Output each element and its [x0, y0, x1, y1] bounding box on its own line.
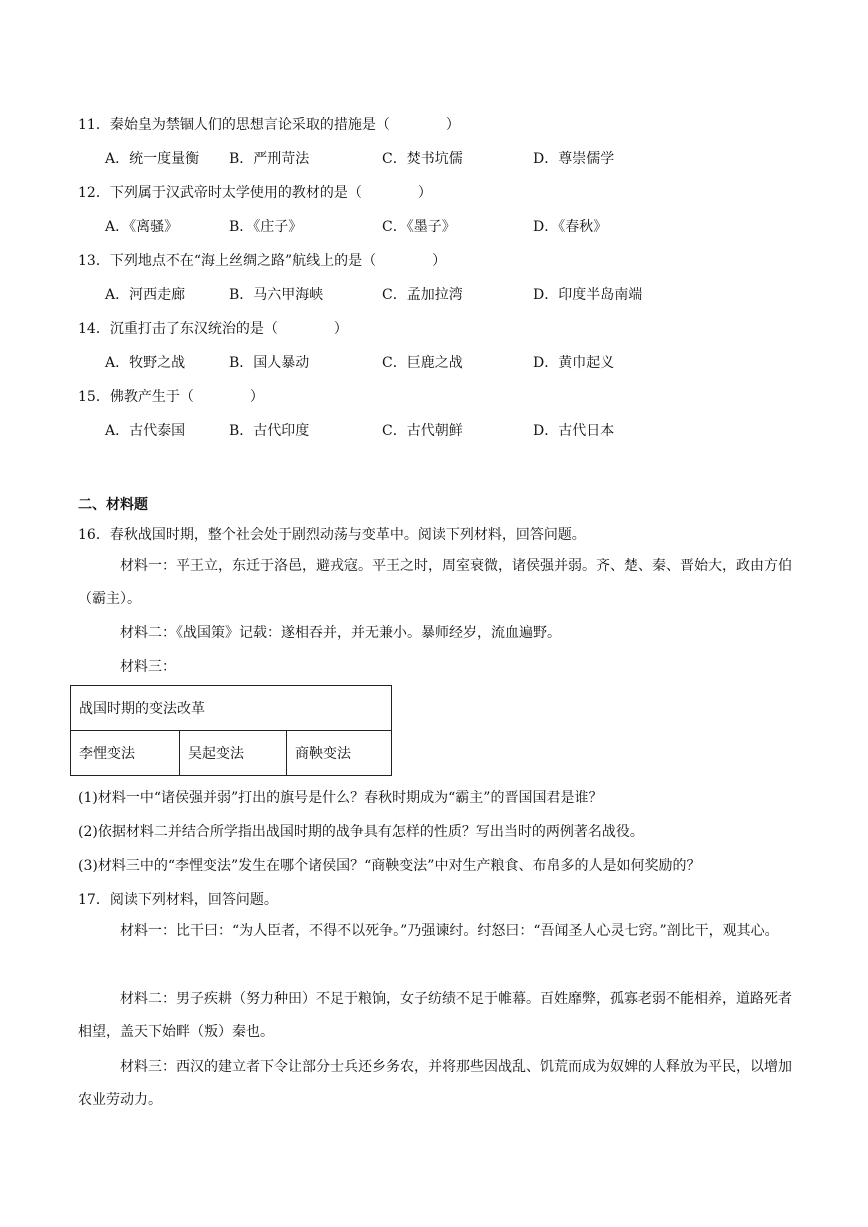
q16-material-1: [78, 550, 798, 616]
option-c: C．巨鹿之战: [382, 355, 463, 371]
option-d: D．尊崇儒学: [533, 151, 615, 167]
option-b: B．马六甲海峡: [229, 287, 324, 303]
question-17-stem: 17．阅读下列材料，回答问题。: [78, 892, 278, 908]
table-cell: 吴起变法: [180, 731, 287, 776]
option-c: C．《墨子》: [382, 219, 456, 235]
q16-material-1-text: 材料一：平王立，东迁于洛邑，避戎寇。平王之时，周室衰微，诸侯强并弱。齐、楚、秦、晋始大，政由方伯（霸主）。: [78, 558, 792, 607]
question-15-stem: 15．佛教产生于（ ）: [78, 389, 264, 405]
q16-material-3: [78, 651, 798, 684]
q17-material-1-text: 材料一：比干曰：“为人臣者，不得不以死争。”乃强谏纣。纣怒曰：“吾闻圣人心灵七窍。”剖比干，观其心。: [120, 923, 779, 939]
question-15-options: [105, 420, 805, 440]
question-16-stem: 16．春秋战国时期，整个社会处于剧烈动荡与变革中。阅读下列材料，回答问题。: [78, 527, 586, 543]
table-cell: 李悝变法: [71, 731, 180, 776]
q16-subquestion-2: (2)依据材料二并结合所学指出战国时期的战争具有怎样的性质？写出当时的两例著名战役。: [78, 824, 644, 840]
option-a: A．古代泰国: [105, 423, 186, 439]
question-14-options: [105, 352, 805, 372]
q16-material-2-text: 材料二：《战国策》记载：遂相吞并，并无兼小。暴师经岁，流血遍野。: [120, 625, 561, 641]
option-d: D．黄巾起义: [533, 355, 615, 371]
q16-material-3-text: 材料三：: [120, 659, 176, 675]
question-13-stem: 13．下列地点不在“海上丝绸之路”航线上的是（ ）: [78, 253, 447, 269]
table-header-cell: 战国时期的变法改革: [71, 686, 392, 731]
option-b: B．国人暴动: [229, 355, 310, 371]
question-12-stem: 12．下列属于汉武帝时太学使用的教材的是（ ）: [78, 185, 432, 201]
question-14-stem: 14．沉重打击了东汉统治的是（ ）: [78, 321, 348, 337]
option-b: B．严刑苛法: [229, 151, 310, 167]
q17-material-3: [78, 1051, 798, 1117]
option-a: A．河西走廊: [105, 287, 186, 303]
option-d: D．古代日本: [533, 423, 615, 439]
question-12-options: [105, 216, 805, 236]
q17-material-2: [78, 983, 798, 1049]
section-title: 二、材料题: [78, 497, 148, 513]
option-a: A．统一度量衡: [105, 151, 200, 167]
q17-material-3-text: 材料三：西汉的建立者下令让部分士兵还乡务农，并将那些因战乱、饥荒而成为奴婢的人释放为平民，以增加农业劳动力。: [78, 1059, 792, 1108]
q16-subquestion-3: (3)材料三中的“李悝变法”发生在哪个诸侯国？“商鞅变法”中对生产粮食、布帛多的人是如何奖励的？: [78, 858, 701, 874]
option-d: D．《春秋》: [533, 219, 608, 235]
table-row: [71, 686, 392, 731]
option-b: B．《庄子》: [229, 219, 303, 235]
question-11-stem: 11．秦始皇为禁锢人们的思想言论采取的措施是（ ）: [78, 117, 460, 133]
reform-table: [70, 685, 392, 776]
option-c: C．焚书坑儒: [382, 151, 463, 167]
option-d: D．印度半岛南端: [533, 287, 643, 303]
option-c: C．孟加拉湾: [382, 287, 463, 303]
table-cell: 商鞅变法: [287, 731, 392, 776]
option-a: A．《离骚》: [105, 219, 179, 235]
question-11-options: [105, 148, 805, 168]
option-c: C．古代朝鲜: [382, 423, 463, 439]
q17-material-1: [78, 915, 798, 948]
option-b: B．古代印度: [229, 423, 310, 439]
table-row: [71, 731, 392, 776]
option-a: A．牧野之战: [105, 355, 186, 371]
question-13-options: [105, 284, 805, 304]
q17-material-2-text: 材料二：男子疾耕（努力种田）不足于粮饷，女子纺绩不足于帷幕。百姓靡弊，孤寡老弱不能相养，道路死者相望，盖天下始畔（叛）秦也。: [78, 991, 792, 1040]
q16-material-2: [78, 617, 798, 650]
q16-subquestion-1: (1)材料一中“诸侯强并弱”打出的旗号是什么？春秋时期成为“霸主”的晋国国君是谁？: [78, 790, 603, 806]
